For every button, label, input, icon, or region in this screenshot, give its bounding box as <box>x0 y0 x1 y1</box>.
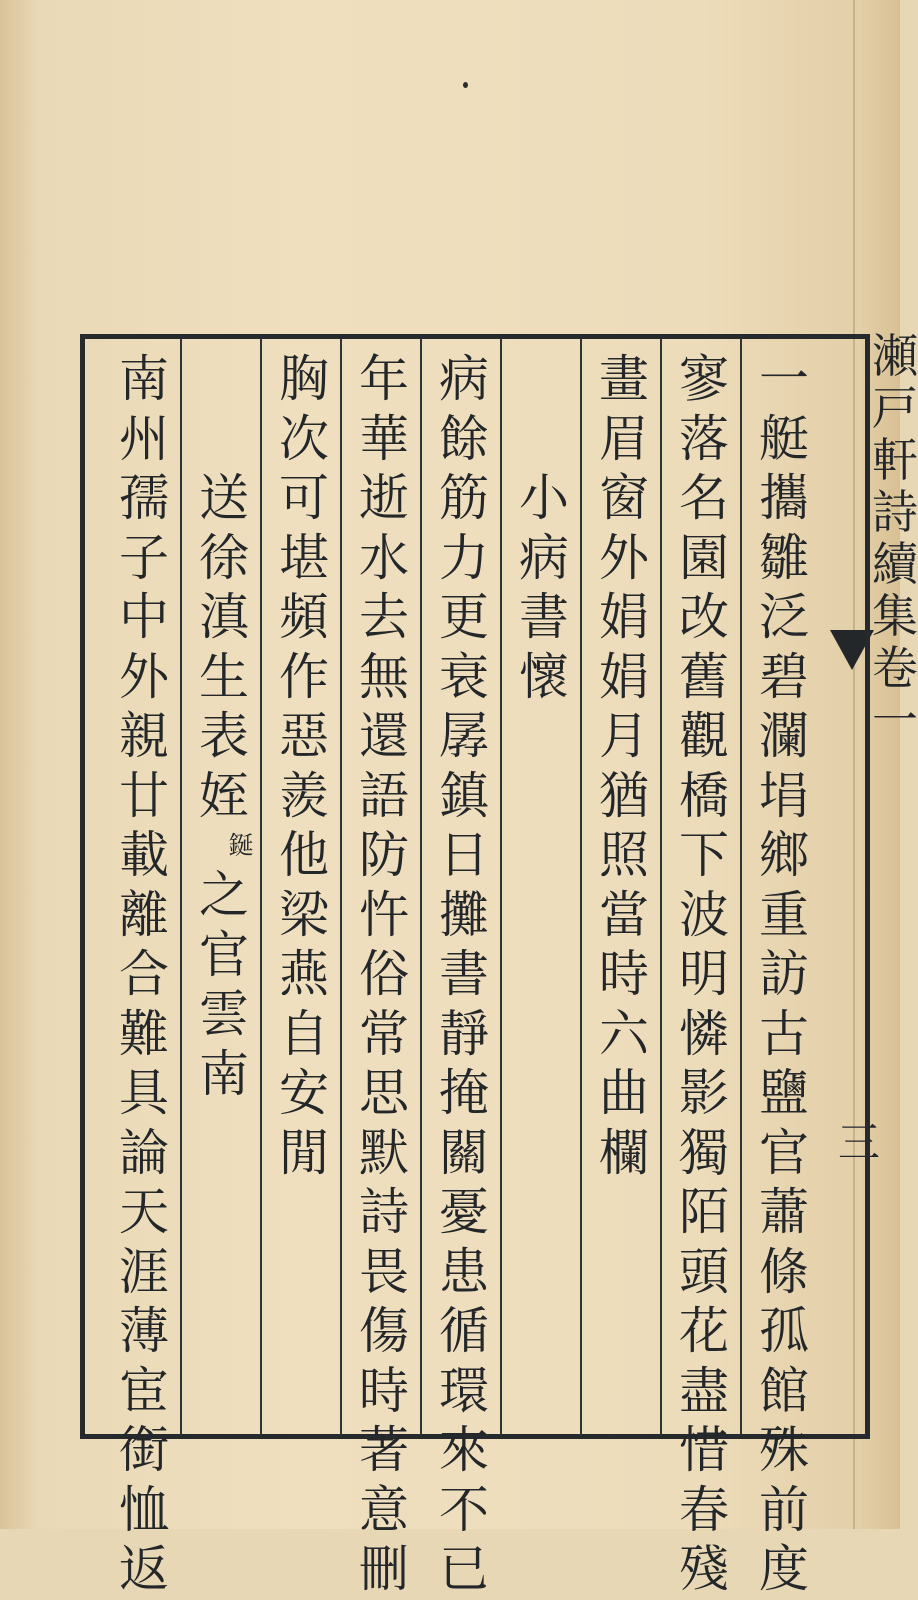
glyph: 名 <box>679 469 729 527</box>
glyph: 俗 <box>359 945 409 1003</box>
glyph: 忤 <box>359 885 409 944</box>
glyph: 艇 <box>759 409 809 468</box>
glyph: 詩 <box>359 1183 409 1241</box>
glyph: 花 <box>679 1302 729 1360</box>
margin-title-char: 續 <box>872 537 918 591</box>
text-column-8 <box>190 350 258 1104</box>
glyph: 意 <box>359 1480 409 1539</box>
text-column-2 <box>670 350 738 1600</box>
margin-title-char: 軒 <box>872 433 918 487</box>
small-annotation: 鋋 <box>228 831 254 860</box>
glyph: 華 <box>359 409 409 468</box>
glyph: 雲 <box>199 985 249 1043</box>
text-column-3 <box>590 350 658 1183</box>
glyph: 書 <box>439 945 489 1003</box>
glyph: 中 <box>119 588 169 646</box>
glyph: 下 <box>679 826 729 884</box>
glyph: 餘 <box>439 409 489 468</box>
glyph: 徐 <box>199 528 249 587</box>
glyph: 親 <box>119 707 169 765</box>
glyph: 春 <box>679 1480 729 1539</box>
glyph: 頭 <box>679 1242 729 1301</box>
column-rule <box>420 338 422 1436</box>
glyph: 度 <box>759 1540 809 1598</box>
glyph: 廿 <box>119 766 169 825</box>
glyph: 掩 <box>439 1064 489 1122</box>
glyph: 古 <box>759 1004 809 1063</box>
glyph: 逝 <box>359 469 409 527</box>
glyph: 論 <box>119 1123 169 1182</box>
glyph: 可 <box>279 469 329 527</box>
glyph: 孤 <box>759 1302 809 1360</box>
column-rule <box>660 338 662 1436</box>
text-column-4 <box>510 350 578 707</box>
glyph: 頻 <box>279 588 329 646</box>
glyph: 著 <box>359 1421 409 1479</box>
glyph: 殘 <box>679 1540 729 1598</box>
glyph: 攜 <box>759 469 809 527</box>
glyph: 他 <box>279 826 329 884</box>
margin-title-char: 戸 <box>872 381 918 435</box>
column-rule <box>500 338 502 1436</box>
glyph: 落 <box>679 409 729 468</box>
glyph: 書 <box>519 588 569 646</box>
glyph: 不 <box>439 1480 489 1539</box>
glyph: 月 <box>599 707 649 765</box>
glyph: 胸 <box>279 350 329 408</box>
text-column-7 <box>270 350 338 1183</box>
glyph: 力 <box>439 528 489 587</box>
glyph: 猶 <box>599 766 649 825</box>
text-column-5 <box>430 350 498 1600</box>
glyph: 孱 <box>439 707 489 765</box>
margin-title-char: 詩 <box>872 485 918 539</box>
margin-title-char: 一 <box>872 693 918 747</box>
glyph: 埍 <box>759 766 809 825</box>
glyph: 環 <box>439 1361 489 1420</box>
glyph: 陌 <box>679 1183 729 1241</box>
page-number: 三 <box>838 1118 881 1167</box>
margin-title <box>872 329 918 747</box>
glyph: 日 <box>439 826 489 884</box>
glyph: 次 <box>279 409 329 468</box>
glyph: 訪 <box>759 945 809 1003</box>
glyph: 時 <box>359 1361 409 1420</box>
glyph: 橋 <box>679 766 729 825</box>
glyph: 鄉 <box>759 826 809 884</box>
glyph: 靜 <box>439 1004 489 1063</box>
glyph: 獨 <box>679 1123 729 1182</box>
glyph: 堪 <box>279 528 329 587</box>
glyph: 前 <box>759 1480 809 1539</box>
glyph: 無 <box>359 647 409 706</box>
glyph: 畏 <box>359 1242 409 1301</box>
column-rule <box>180 338 182 1436</box>
glyph: 窗 <box>599 469 649 527</box>
glyph: 自 <box>279 1004 329 1063</box>
text-column-6 <box>350 350 418 1600</box>
glyph: 南 <box>119 350 169 408</box>
glyph: 眉 <box>599 409 649 468</box>
blank-space <box>190 350 258 410</box>
glyph: 曲 <box>599 1064 649 1122</box>
glyph: 離 <box>119 885 169 944</box>
glyph: 載 <box>119 826 169 884</box>
glyph: 梁 <box>279 885 329 944</box>
glyph: 燕 <box>279 945 329 1003</box>
glyph: 合 <box>119 945 169 1003</box>
glyph: 娟 <box>599 588 649 646</box>
glyph: 官 <box>199 925 249 984</box>
glyph: 瀾 <box>759 707 809 765</box>
margin-title-char: 瀬 <box>872 329 918 383</box>
glyph: 天 <box>119 1183 169 1241</box>
text-column-9 <box>110 350 178 1600</box>
column-rule <box>580 338 582 1436</box>
glyph: 惡 <box>279 707 329 765</box>
glyph: 病 <box>519 528 569 587</box>
column-rule <box>340 338 342 1436</box>
glyph: 明 <box>679 945 729 1003</box>
glyph: 條 <box>759 1242 809 1301</box>
glyph: 來 <box>439 1421 489 1479</box>
glyph: 園 <box>679 528 729 587</box>
glyph: 蕭 <box>759 1183 809 1241</box>
glyph: 碧 <box>759 647 809 706</box>
glyph: 返 <box>119 1540 169 1598</box>
glyph: 薄 <box>119 1302 169 1360</box>
glyph: 作 <box>279 647 329 706</box>
glyph: 州 <box>119 409 169 468</box>
glyph: 恤 <box>119 1480 169 1539</box>
column-rule <box>740 338 742 1436</box>
glyph: 懷 <box>519 647 569 706</box>
glyph: 循 <box>439 1302 489 1360</box>
glyph: 年 <box>359 350 409 408</box>
glyph: 鹽 <box>759 1064 809 1122</box>
glyph: 舊 <box>679 647 729 706</box>
glyph: 送 <box>199 469 249 527</box>
blank-space <box>190 410 258 470</box>
glyph: 閒 <box>279 1123 329 1182</box>
glyph: 姪 <box>199 766 249 825</box>
glyph: 表 <box>199 707 249 765</box>
glyph: 改 <box>679 588 729 646</box>
glyph: 羨 <box>279 766 329 825</box>
blank-space <box>510 350 578 410</box>
glyph: 憐 <box>679 1004 729 1063</box>
blank-space <box>510 410 578 470</box>
glyph: 具 <box>119 1064 169 1122</box>
glyph: 當 <box>599 885 649 944</box>
glyph: 生 <box>199 647 249 706</box>
glyph: 攤 <box>439 885 489 944</box>
glyph: 憂 <box>439 1183 489 1241</box>
glyph: 館 <box>759 1361 809 1420</box>
glyph: 鎮 <box>439 766 489 825</box>
glyph: 雛 <box>759 528 809 587</box>
glyph: 常 <box>359 1004 409 1063</box>
glyph: 殊 <box>759 1421 809 1479</box>
glyph: 關 <box>439 1123 489 1182</box>
glyph: 寥 <box>679 350 729 408</box>
glyph: 一 <box>759 350 809 408</box>
glyph: 已 <box>439 1540 489 1598</box>
glyph: 涯 <box>119 1242 169 1301</box>
glyph: 衰 <box>439 647 489 706</box>
glyph: 銜 <box>119 1421 169 1479</box>
glyph: 南 <box>199 1044 249 1103</box>
glyph: 重 <box>759 885 809 944</box>
glyph: 思 <box>359 1064 409 1122</box>
glyph: 難 <box>119 1004 169 1063</box>
glyph: 外 <box>119 647 169 706</box>
glyph: 子 <box>119 528 169 587</box>
margin-title-char: 集 <box>872 589 918 643</box>
glyph: 六 <box>599 1004 649 1063</box>
glyph: 宦 <box>119 1361 169 1420</box>
glyph: 觀 <box>679 707 729 765</box>
glyph: 患 <box>439 1242 489 1301</box>
glyph: 時 <box>599 945 649 1003</box>
ink-spot <box>463 82 468 88</box>
glyph: 滇 <box>199 588 249 646</box>
glyph: 欄 <box>599 1123 649 1182</box>
margin-title-char: 卷 <box>872 641 918 695</box>
glyph: 傷 <box>359 1302 409 1360</box>
glyph: 照 <box>599 826 649 884</box>
glyph: 外 <box>599 528 649 587</box>
glyph: 去 <box>359 588 409 646</box>
glyph: 波 <box>679 885 729 944</box>
glyph: 惜 <box>679 1421 729 1479</box>
glyph: 刪 <box>359 1540 409 1598</box>
glyph: 泛 <box>759 588 809 646</box>
glyph: 語 <box>359 766 409 825</box>
glyph: 小 <box>519 469 569 527</box>
glyph: 官 <box>759 1123 809 1182</box>
glyph: 畫 <box>599 350 649 408</box>
glyph: 更 <box>439 588 489 646</box>
glyph: 默 <box>359 1123 409 1182</box>
glyph: 盡 <box>679 1361 729 1420</box>
glyph: 娟 <box>599 647 649 706</box>
text-column-1 <box>750 350 818 1600</box>
glyph: 影 <box>679 1064 729 1122</box>
glyph: 病 <box>439 350 489 408</box>
glyph: 之 <box>199 866 249 924</box>
glyph: 孺 <box>119 469 169 527</box>
column-rule <box>260 338 262 1436</box>
glyph: 安 <box>279 1064 329 1122</box>
glyph: 水 <box>359 528 409 587</box>
glyph: 還 <box>359 707 409 765</box>
glyph: 防 <box>359 826 409 884</box>
glyph: 筋 <box>439 469 489 527</box>
